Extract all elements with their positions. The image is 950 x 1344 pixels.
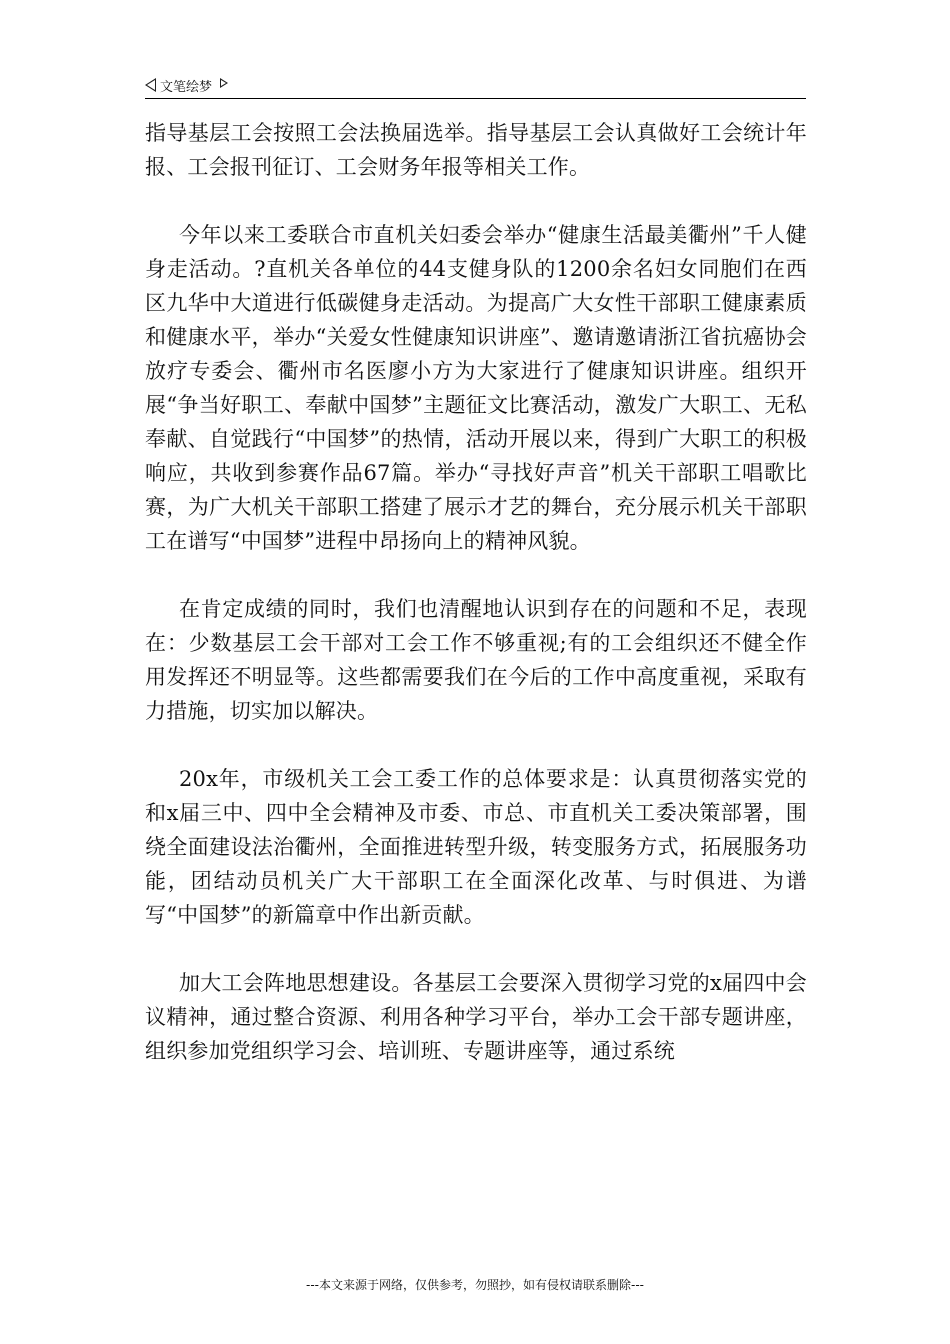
page-header [145, 74, 806, 99]
paragraph: 20x年，市级机关工会工委工作的总体要求是：认真贯彻落实党的和x届三中、四中全会精神及市委、市总、市直机关工委决策部署，围绕全面建设法治衢州，全面推进转型升级，转变服务方式，拓展服务功能，团结动员机关广大干部职工在全面深化改革、与时俱进、为谱写“中国梦”的新篇章中作出新贡献。 [145, 767, 807, 927]
triangle-right-icon [220, 78, 228, 88]
paragraph: 指导基层工会按照工会法换届选举。指导基层工会认真做好工会统计年报、工会报刊征订、工会财务年报等相关工作。 [145, 121, 807, 179]
triangle-left-icon [145, 78, 156, 92]
paragraph: 在肯定成绩的同时，我们也清醒地认识到存在的问题和不足，表现在：少数基层工会干部对工会工作不够重视;有的工会组织还不健全作用发挥还不明显等。这些都需要我们在今后的工作中高度重视，采取有力措施，切实加以解决。 [145, 597, 807, 723]
document-body [145, 116, 807, 1102]
header-title: 文笔绘梦 [160, 79, 213, 95]
paragraph: 加大工会阵地思想建设。各基层工会要深入贯彻学习党的x届四中会议精神，通过整合资源、利用各种学习平台，举办工会干部专题讲座，组织参加党组织学习会、培训班、专题讲座等，通过系统 [145, 971, 807, 1063]
footer-disclaimer: ---本文来源于网络，仅供参考，勿照抄，如有侵权请联系删除--- [306, 1278, 644, 1292]
header-brand [145, 74, 228, 96]
paragraph: 今年以来工委联合市直机关妇委会举办“健康生活最美衢州”千人健身走活动。?直机关各单位的44支健身队的1200余名妇女同胞们在西区九华中大道进行低碳健身走活动。为提高广大女性干部职工健康素质和健康水平，举办“关爱女性健康知识讲座”、邀请邀请浙江省抗癌协会放疗专委会、衢州市名医廖小方为大家进行了健康知识讲座。组织开展“争当好职工、奉献中国梦”主题征文比赛活动，激发广大职工、无私奉献、自觉践行“中国梦”的热情，活动开展以来，得到广大职工的积极响应，共收到参赛作品67篇。举办“寻找好声音”机关干部职工唱歌比赛，为广大机关干部职工搭建了展示才艺的舞台，充分展示机关干部职工在谱写“中国梦”进程中昂扬向上的精神风貌。 [145, 223, 807, 553]
